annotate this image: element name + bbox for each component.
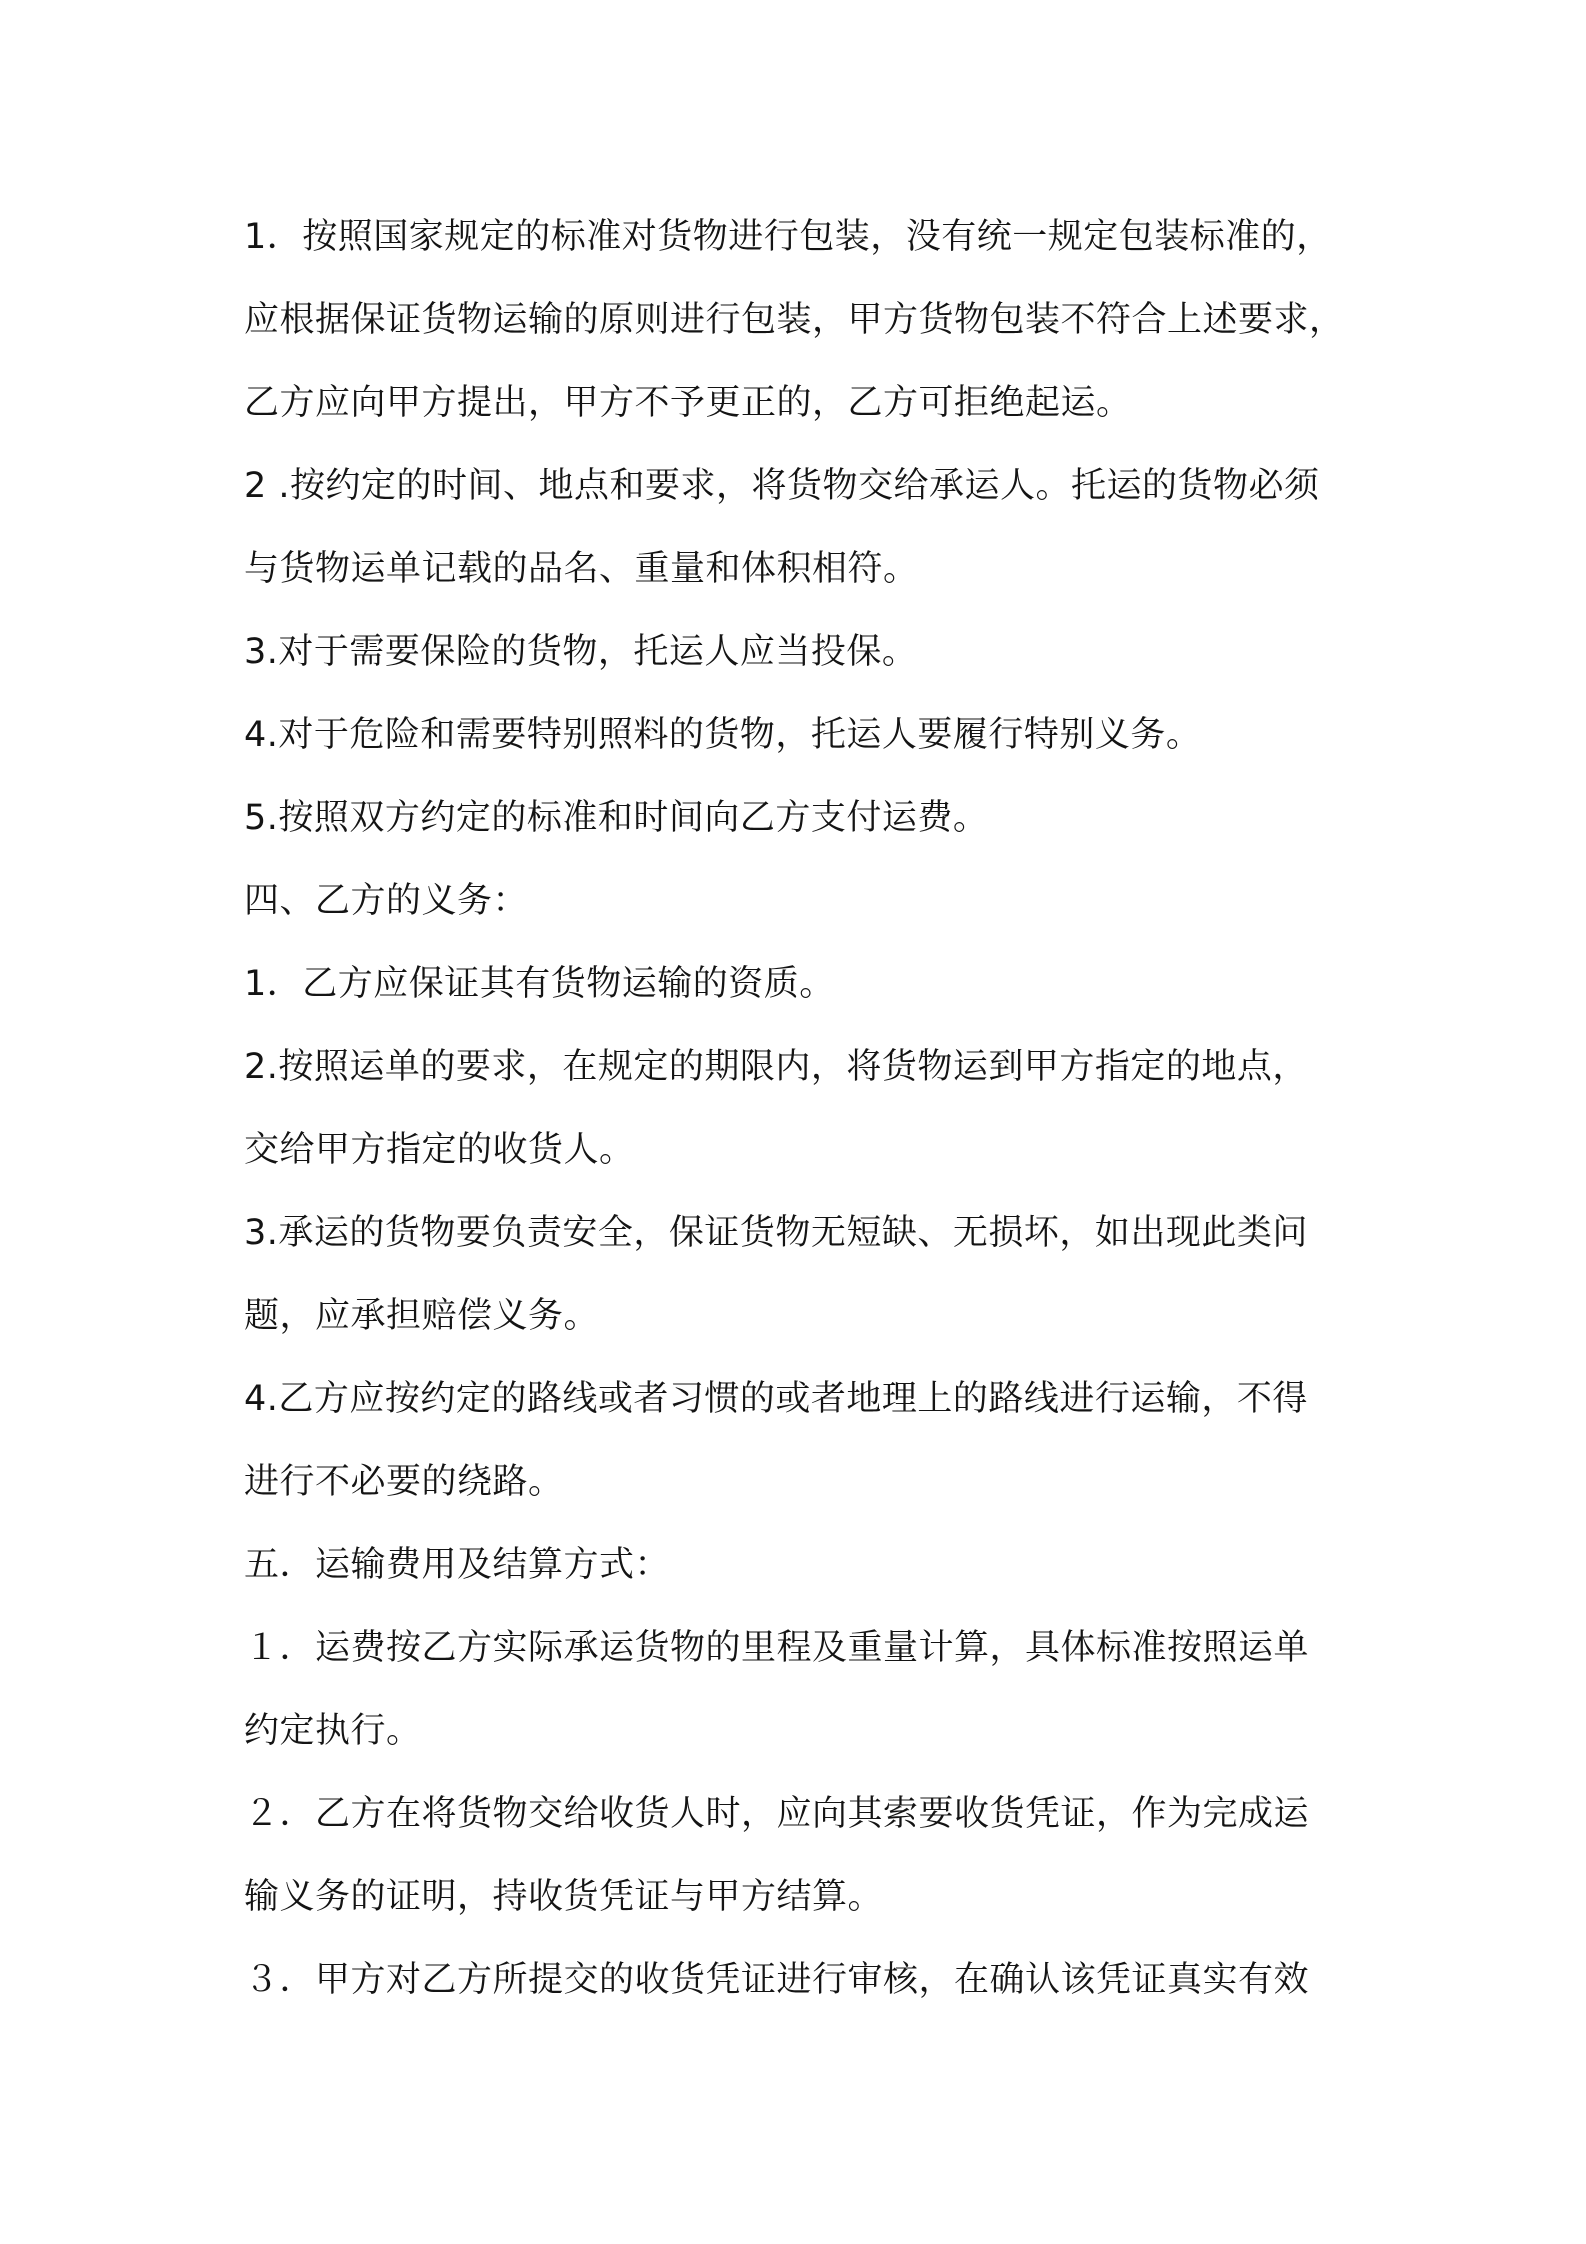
text-line: 应根据保证货物运输的原则进行包装，甲方货物包装不符合上述要求， bbox=[244, 300, 1345, 340]
document-body bbox=[244, 196, 1364, 2022]
text-line: 与货物运单记载的品名、重量和体积相符。 bbox=[244, 549, 919, 589]
text-line: 4.乙方应按约定的路线或者习惯的或者地理上的路线进行运输，不得 bbox=[244, 1379, 1308, 1419]
text-line: ２．乙方在将货物交给收货人时，应向其索要收货凭证，作为完成运 bbox=[244, 1794, 1310, 1834]
text-line: 4.对于危险和需要特别照料的货物，托运人要履行特别义务。 bbox=[244, 715, 1202, 755]
text-line: 1．乙方应保证其有货物运输的资质。 bbox=[244, 964, 835, 1004]
text-line: 进行不必要的绕路。 bbox=[244, 1462, 564, 1502]
text-line: 约定执行。 bbox=[244, 1711, 422, 1751]
text-line: 5.按照双方约定的标准和时间向乙方支付运费。 bbox=[244, 798, 989, 838]
text-line: 3.承运的货物要负责安全，保证货物无短缺、无损坏，如出现此类问 bbox=[244, 1213, 1308, 1253]
text-line: 乙方应向甲方提出，甲方不予更正的，乙方可拒绝起运。 bbox=[244, 383, 1132, 423]
text-line: １．运费按乙方实际承运货物的里程及重量计算，具体标准按照运单 bbox=[244, 1628, 1310, 1668]
text-line: 题，应承担赔偿义务。 bbox=[244, 1296, 600, 1336]
text-line: 2 .按约定的时间、地点和要求，将货物交给承运人。托运的货物必须 bbox=[244, 466, 1320, 506]
text-line: 输义务的证明，持收货凭证与甲方结算。 bbox=[244, 1877, 884, 1917]
text-line: ３．甲方对乙方所提交的收货凭证进行审核，在确认该凭证真实有效 bbox=[244, 1960, 1310, 2000]
text-line: 2.按照运单的要求，在规定的期限内，将货物运到甲方指定的地点， bbox=[244, 1047, 1308, 1087]
text-line: 交给甲方指定的收货人。 bbox=[244, 1130, 635, 1170]
section-heading: 四、乙方的义务： bbox=[244, 881, 529, 921]
section-heading: 五．运输费用及结算方式： bbox=[244, 1545, 671, 1585]
text-line: 1．按照国家规定的标准对货物进行包装，没有统一规定包装标准的， bbox=[244, 217, 1332, 257]
text-line: 3.对于需要保险的货物，托运人应当投保。 bbox=[244, 632, 918, 672]
